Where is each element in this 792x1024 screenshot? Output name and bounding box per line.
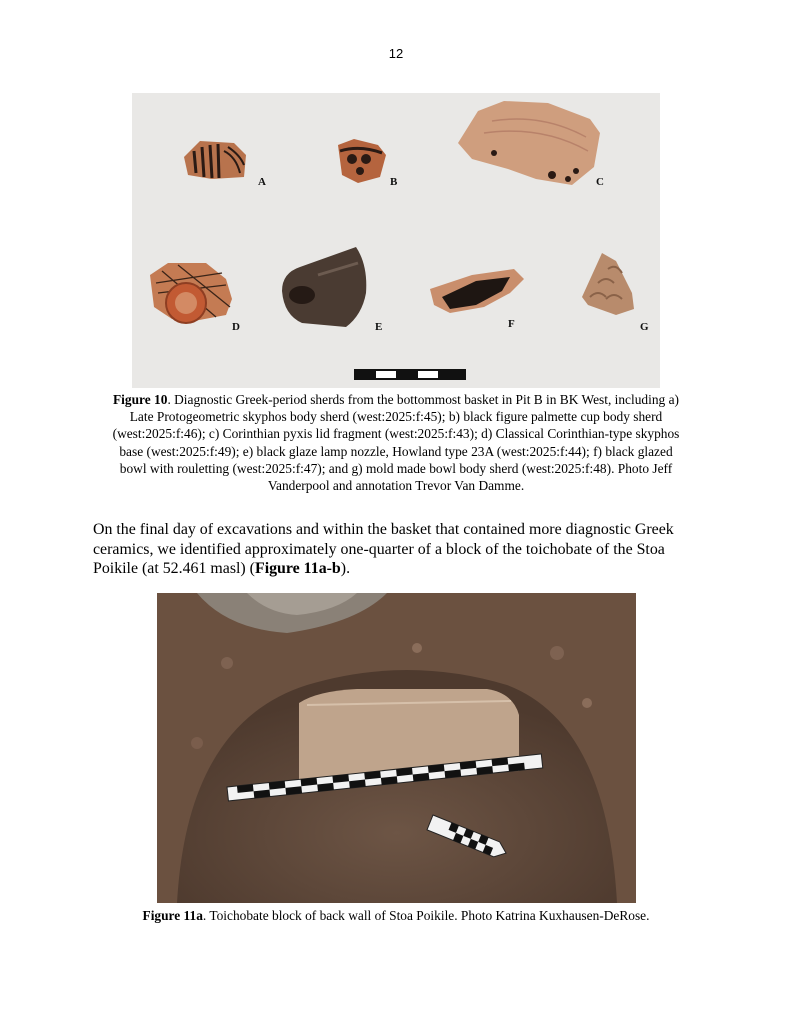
figure-10-caption — [110, 391, 682, 494]
scale-bar — [354, 369, 466, 380]
sherd-label-a: A — [258, 176, 266, 188]
sherd-f — [430, 269, 524, 313]
sherd-c — [458, 101, 600, 185]
sherd-label-e: E — [375, 321, 383, 333]
sherd-e — [282, 247, 366, 327]
sherd-b — [338, 139, 386, 183]
figure-10-caption-text: . Diagnostic Greek-period sherds from the bottommost basket in Pit B in BK West, including a) Late Protogeometric skyphos body sherd (west:2025:f:45); b) black figure palmette cup body sherd (west:2025:f:46); c) Corinthian pyxis lid fragment (west:2025:f:43); d) Classical Corinthian-type skyphos base (west:2025:f:49); e) black glaze lamp nozzle, Howland type 23A (west:2025:f:44); f) black glazed bowl with rouletting (west:2025:f:47); and g) mold made bowl body sherd (west:2025:f:48). Photo Jeff Vanderpool and annotation Trevor Van Damme. — [112, 392, 680, 494]
figure-11a-caption-text: . Toichobate block of back wall of Stoa Poikile. Photo Katrina Kuxhausen-DeRose. — [202, 908, 650, 923]
sherd-label-g: G — [640, 321, 649, 333]
sherd-label-d: D — [232, 321, 240, 333]
paragraph-text: On the final day of excavations and within the basket that contained more diagnostic Greek ceramics, we identified approximately one-quarter of a block of the toichobate of the Stoa Poikile (at 52.461 masl) ( — [93, 521, 674, 578]
paragraph-text-end: ). — [340, 560, 351, 578]
sherd-label-b: B — [390, 176, 398, 188]
figure-reference: Figure 11a-b — [254, 560, 341, 578]
sherd-a — [184, 141, 246, 179]
figure-11a-caption — [110, 907, 682, 924]
sherd-d — [150, 263, 232, 323]
sherd-g — [582, 253, 634, 315]
figure-11a-photo — [157, 593, 636, 903]
figure-11a-caption-label: Figure 11a — [142, 908, 203, 923]
figure-10-photo — [132, 93, 660, 388]
figure-10-caption-label: Figure 10 — [113, 392, 168, 407]
body-paragraph — [93, 520, 705, 579]
sherd-label-c: C — [596, 176, 604, 188]
page-number: 12 — [388, 46, 404, 61]
sherd-label-f: F — [508, 318, 515, 330]
